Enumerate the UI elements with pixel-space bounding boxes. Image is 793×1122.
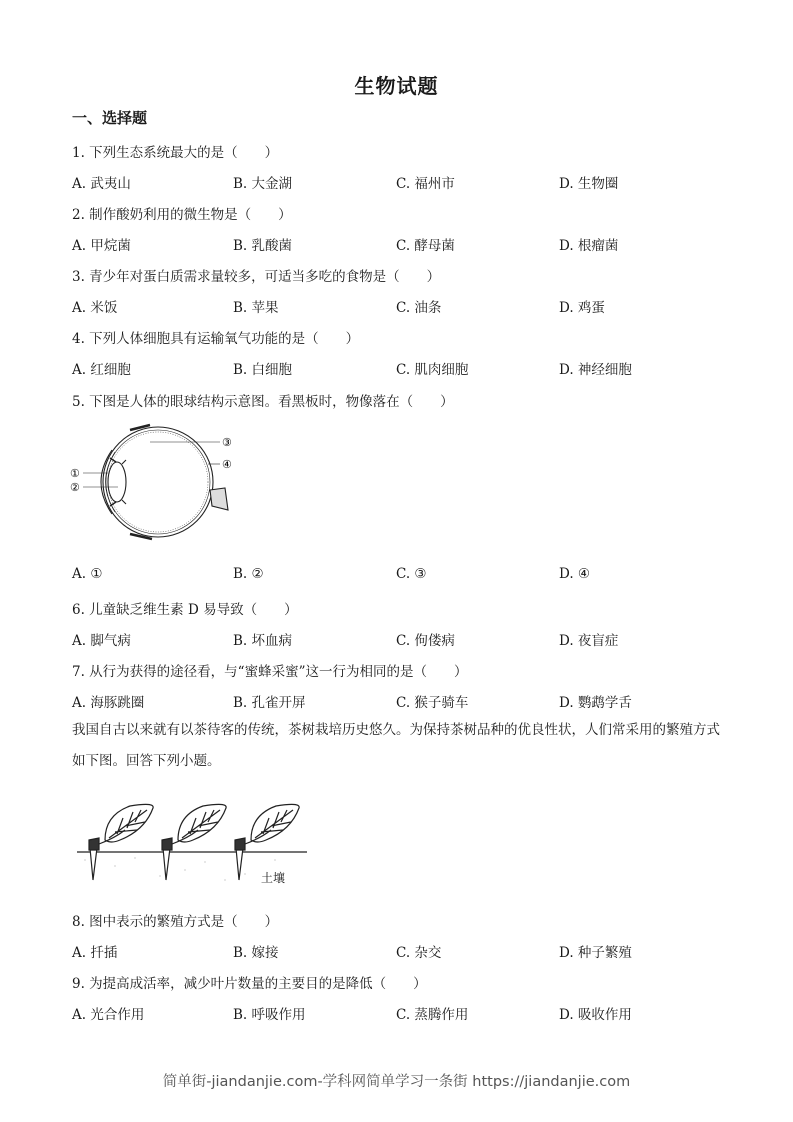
question-stem: 7. 从行为获得的途径看，与“蜜蜂采蜜”这一行为相同的是（ ） <box>72 664 468 680</box>
soil-label: 土壤 <box>261 871 286 885</box>
option: C. 酵母菌 <box>396 238 455 254</box>
option: B. 白细胞 <box>233 362 293 378</box>
option: B. 乳酸菌 <box>233 238 293 254</box>
option: D. 吸收作用 <box>559 1007 632 1023</box>
option: C. 杂交 <box>396 945 442 961</box>
option: B. 嫁接 <box>233 945 279 961</box>
question-stem: 9. 为提高成活率，减少叶片数量的主要目的是降低（ ） <box>72 976 427 992</box>
option: A. ① <box>72 566 103 582</box>
option: B. 呼吸作用 <box>233 1007 306 1023</box>
option: A. 海豚跳圈 <box>72 695 145 711</box>
option: D. 种子繁殖 <box>559 945 632 961</box>
option: B. ② <box>233 566 264 582</box>
option: C. 蒸腾作用 <box>396 1007 469 1023</box>
cuttings-figure <box>75 800 315 890</box>
question-stem: 8. 图中表示的繁殖方式是（ ） <box>72 914 279 930</box>
option: D. 生物圈 <box>559 176 619 192</box>
option: C. 佝偻病 <box>396 633 455 649</box>
option: D. 夜盲症 <box>559 633 619 649</box>
question-stem: 2. 制作酸奶利用的微生物是（ ） <box>72 207 292 223</box>
option: B. 坏血病 <box>233 633 293 649</box>
eye-label-4: ④ <box>222 458 232 471</box>
option: B. 孔雀开屏 <box>233 695 306 711</box>
question-stem: 1. 下列生态系统最大的是（ ） <box>72 145 279 161</box>
option: A. 脚气病 <box>72 633 131 649</box>
question-stem: 5. 下图是人体的眼球结构示意图。看黑板时，物像落在（ ） <box>72 394 454 410</box>
section-heading: 一、选择题 <box>72 109 148 127</box>
option: A. 米饭 <box>72 300 118 316</box>
option: D. 根瘤菌 <box>559 238 619 254</box>
question-options <box>72 566 732 586</box>
question-options <box>72 941 732 961</box>
question-options <box>72 172 732 192</box>
eye-label-1: ① <box>70 467 80 480</box>
option: D. 鹦鹉学舌 <box>559 695 632 711</box>
question-stem: 6. 儿童缺乏维生素 D 易导致（ ） <box>72 602 298 618</box>
question-stem: 4. 下列人体细胞具有运输氧气功能的是（ ） <box>72 331 360 347</box>
footer-watermark: 简单街-jiandanjie.com-学科网简单学习一条街 https://jiandanjie.com <box>162 1074 631 1090</box>
option: C. ③ <box>396 566 427 582</box>
question-options <box>72 691 732 711</box>
eye-structure-figure <box>70 420 240 545</box>
question-options <box>72 234 732 254</box>
option: D. 鸡蛋 <box>559 300 605 316</box>
option: C. 福州市 <box>396 176 455 192</box>
option: B. 苹果 <box>233 300 279 316</box>
option: D. 神经细胞 <box>559 362 632 378</box>
eye-label-3: ③ <box>222 436 232 449</box>
option: C. 猴子骑车 <box>396 695 469 711</box>
option: D. ④ <box>559 566 591 582</box>
eye-label-2: ② <box>70 481 80 494</box>
option: A. 光合作用 <box>72 1007 145 1023</box>
option: C. 油条 <box>396 300 442 316</box>
option: A. 扦插 <box>72 945 118 961</box>
question-options <box>72 358 732 378</box>
question-options <box>72 296 732 316</box>
option: C. 肌肉细胞 <box>396 362 469 378</box>
option: A. 红细胞 <box>72 362 131 378</box>
option: B. 大金湖 <box>233 176 293 192</box>
option: A. 武夷山 <box>72 176 131 192</box>
option: A. 甲烷菌 <box>72 238 131 254</box>
document-title: 生物试题 <box>354 74 439 98</box>
question-options <box>72 1003 732 1023</box>
question-options <box>72 629 732 649</box>
question-stem: 3. 青少年对蛋白质需求量较多，可适当多吃的食物是（ ） <box>72 269 441 285</box>
reading-passage: 我国自古以来就有以茶待客的传统，茶树栽培历史悠久。为保持茶树品种的优良性状，人们常采用的繁殖方式如下图。回答下列小题。 <box>72 722 720 769</box>
